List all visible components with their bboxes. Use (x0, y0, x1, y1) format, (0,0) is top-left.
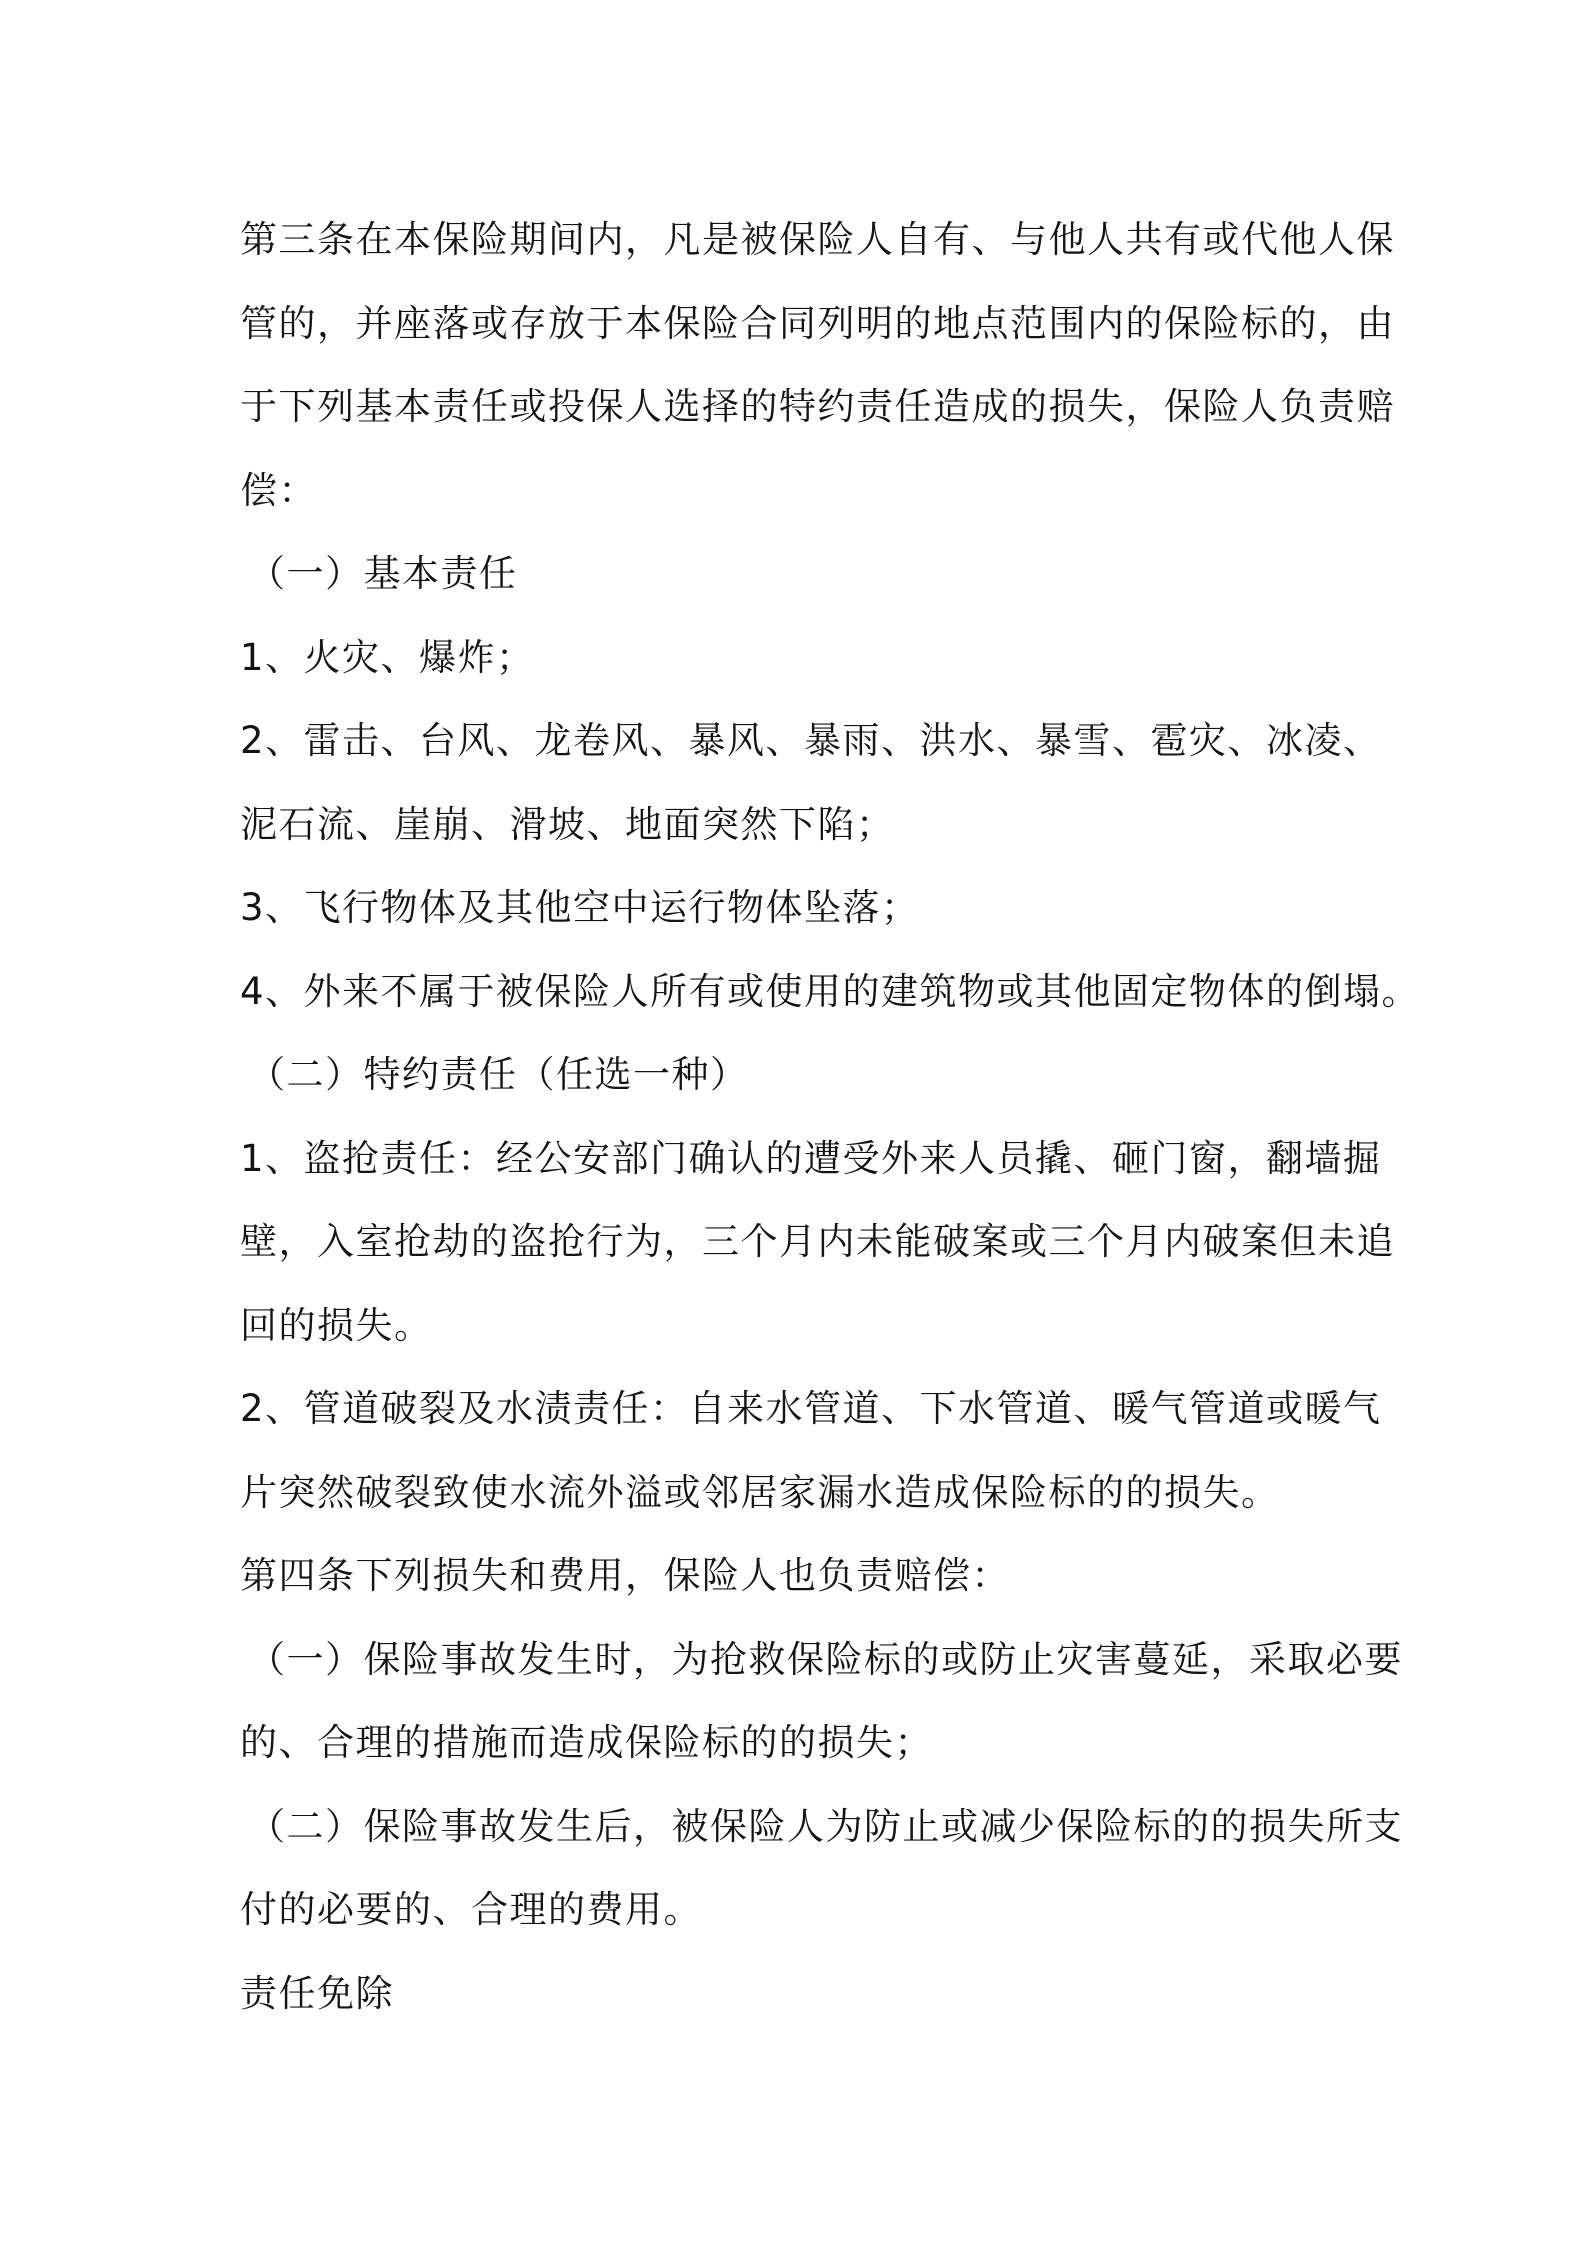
article-4-item-2-line-1: （二）保险事故发生后，被保险人为防止或减少保险标的的损失所支 (248, 1804, 1403, 1848)
article-3-line-3: 于下列基本责任或投保人选择的特约责任造成的损失，保险人负责赔 (240, 385, 1395, 428)
article-3-line-2: 管的，并座落或存放于本保险合同列明的地点范围内的保险标的，由 (240, 301, 1395, 345)
special-item-2-line-1: 2、管道破裂及水渍责任：自来水管道、下水管道、暖气管道或暖气 (240, 1387, 1382, 1430)
article-4-item-1-line-2: 的、合理的措施而造成保险标的的损失； (240, 1721, 933, 1764)
article-4-item-1-line-1: （一）保险事故发生时，为抢救保险标的或防止灾害蔓延，采取必要 (248, 1637, 1403, 1681)
basic-item-1: 1、火灾、爆炸； (240, 635, 535, 679)
special-item-1-line-1: 1、盗抢责任：经公安部门确认的遭受外来人员撬、砸门窗，翻墙掘 (240, 1136, 1382, 1180)
section-basic-liability-heading: （一）基本责任 (248, 552, 518, 595)
exclusions-heading: 责任免除 (240, 1971, 394, 2015)
basic-item-2-line-2: 泥石流、崖崩、滑坡、地面突然下陷； (240, 802, 895, 846)
basic-item-4: 4、外来不属于被保险人所有或使用的建筑物或其他固定物体的倒塌。 (240, 969, 1421, 1013)
article-3-line-1: 第三条在本保险期间内，凡是被保险人自有、与他人共有或代他人保 (240, 218, 1395, 261)
special-item-1-line-3: 回的损失。 (240, 1303, 433, 1347)
document-body (240, 198, 1421, 2035)
basic-item-3: 3、飞行物体及其他空中运行物体坠落； (240, 886, 920, 929)
article-4-heading: 第四条下列损失和费用，保险人也负责赔偿： (240, 1554, 1010, 1597)
section-special-liability-heading: （二）特约责任（任选一种） (248, 1053, 749, 1096)
basic-item-2-line-1: 2、雷击、台风、龙卷风、暴风、暴雨、洪水、暴雪、雹灾、冰凌、 (240, 719, 1382, 762)
article-4-item-2-line-2: 付的必要的、合理的费用。 (240, 1888, 702, 1931)
special-item-2-line-2: 片突然破裂致使水流外溢或邻居家漏水造成保险标的的损失。 (240, 1470, 1280, 1514)
article-3-line-4: 偿： (240, 468, 317, 512)
special-item-1-line-2: 壁，入室抢劫的盗抢行为，三个月内未能破案或三个月内破案但未追 (240, 1220, 1395, 1263)
